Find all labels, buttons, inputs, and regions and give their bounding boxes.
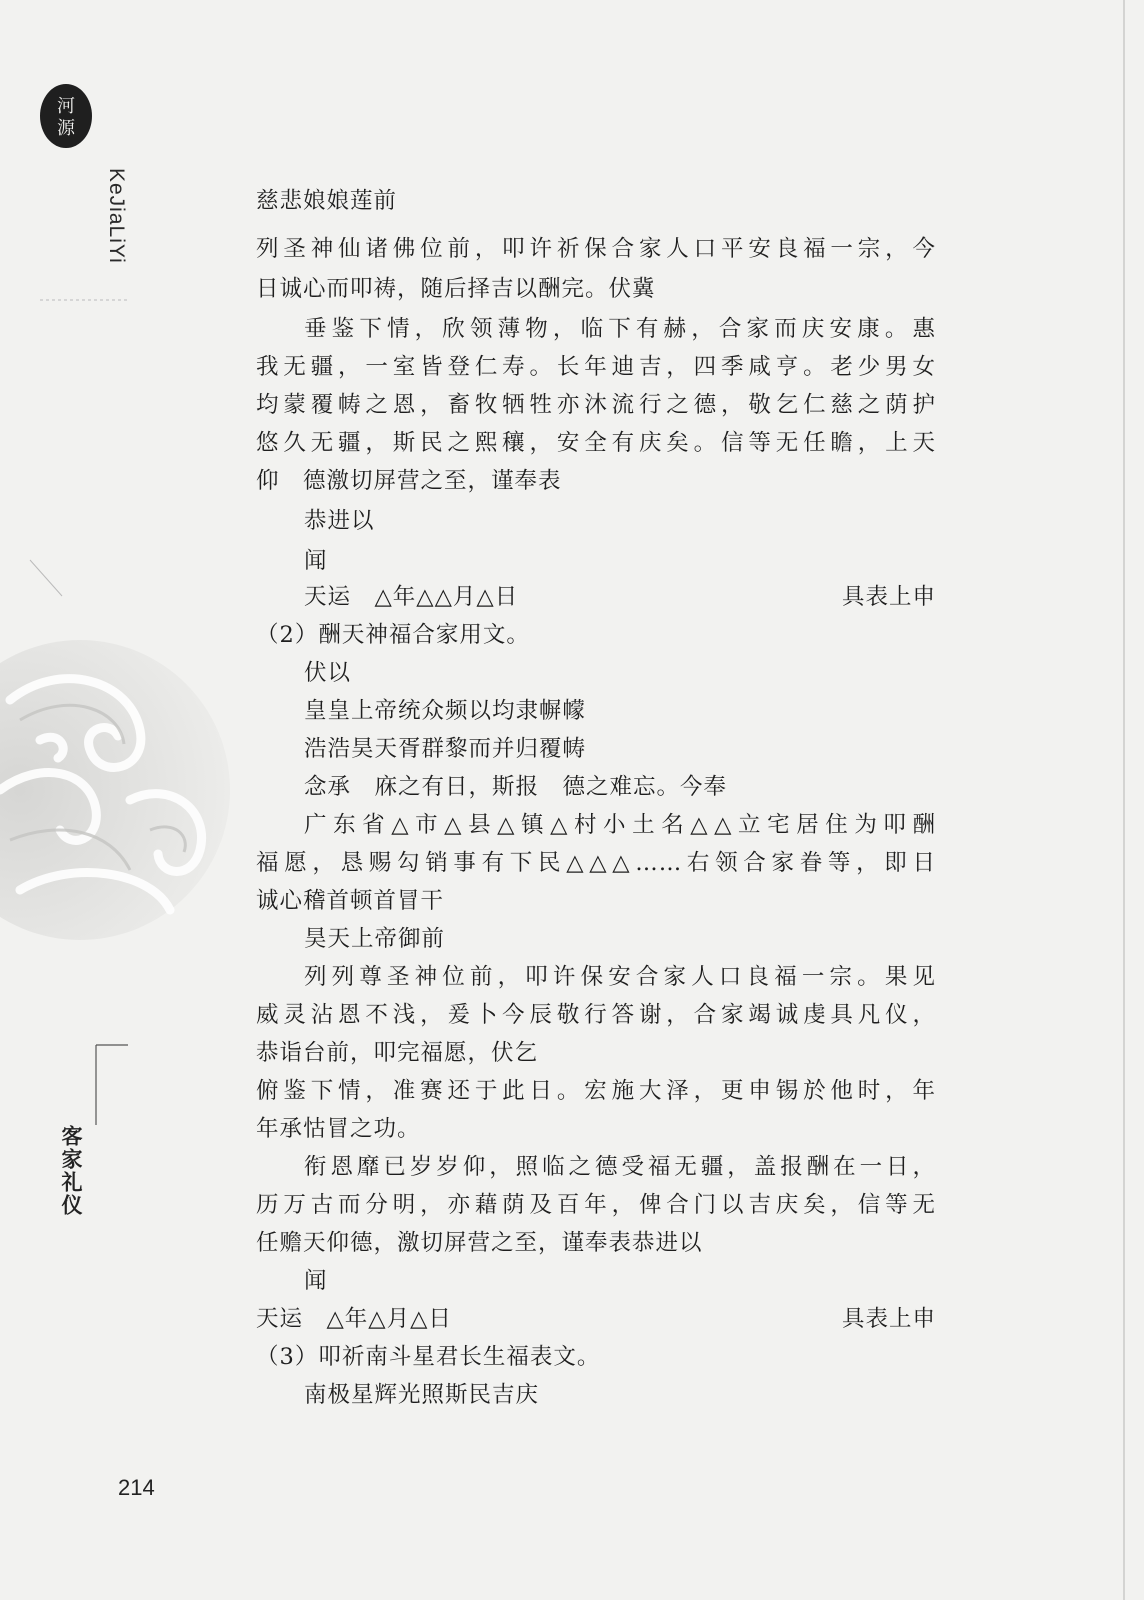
- text-line: 浩浩昊天胥群黎而并归覆帱: [304, 736, 587, 762]
- date-line: [256, 1304, 936, 1334]
- text-line: 闻: [304, 1268, 328, 1294]
- text-line: 皇皇上帝统众频以均隶幈幪: [304, 698, 587, 724]
- text-line: 威灵沾恩不浅，爰卜今辰敬行答谢，合家竭诚虔具凡仪，: [256, 1002, 936, 1028]
- section-heading: （2）酬天神福合家用文。: [256, 622, 530, 648]
- text-line: 均蒙覆帱之恩，畜牧牺牲亦沐流行之德，敬乞仁慈之荫护: [256, 392, 936, 418]
- section-heading: （3）叩祈南斗星君长生福表文。: [256, 1344, 601, 1370]
- signature-text: 具表上申: [841, 584, 936, 610]
- text-line: 仰 德激切屏营之至，谨奉表: [256, 468, 562, 494]
- text-line: 昊天上帝御前: [304, 926, 446, 952]
- text-line: 垂鉴下情，欣领薄物，临下有赫，合家而庆安康。惠: [304, 316, 936, 342]
- text-line: 任赡天仰德，激切屏营之至，谨奉表恭进以: [256, 1230, 703, 1256]
- text-line: 福愿，恳赐勾销事有下民△△△……右领合家眷等，即日: [256, 850, 936, 876]
- text-line: 年承怙冒之功。: [256, 1116, 421, 1142]
- brand-latin-label: KeJiaLiYi: [105, 168, 128, 264]
- text-line: 列列尊圣神位前，叩许保安合家人口良福一宗。果见: [304, 964, 936, 990]
- cloud-ornament-icon: [0, 640, 240, 940]
- svg-text:源: 源: [57, 118, 75, 139]
- text-line: 伏以: [304, 660, 352, 686]
- signature-text: 具表上申: [841, 1306, 936, 1332]
- text-line: 闻: [304, 548, 328, 574]
- text-line: 列圣神仙诸佛位前，叩许祈保合家人口平安良福一宗，今: [256, 236, 936, 262]
- page-number: 214: [118, 1475, 155, 1500]
- text-line: 恭诣台前，叩完福愿，伏乞: [256, 1040, 539, 1066]
- text-line: 俯鉴下情，准赛还于此日。宏施大泽，更申锡於他时，年: [256, 1078, 936, 1104]
- book-title: 客家礼仪: [59, 1125, 83, 1217]
- text-line: 历万古而分明，亦藉荫及百年，俾合门以吉庆矣，信等无: [256, 1192, 936, 1218]
- text-line: 悠久无疆，斯民之熙穰，安全有庆矣。信等无任瞻，上天: [256, 430, 936, 456]
- text-line: 我无疆，一室皆登仁寿。长年迪吉，四季咸亨。老少男女: [256, 354, 936, 380]
- date-line: [304, 582, 936, 612]
- date-text: 天运 △年△△月△日: [304, 584, 519, 610]
- text-line: 日诚心而叩祷，随后择吉以酬完。伏冀: [256, 276, 656, 302]
- date-text: 天运 △年△月△日: [256, 1306, 452, 1332]
- text-line: 慈悲娘娘莲前: [256, 188, 398, 214]
- text-line: 恭进以: [304, 508, 375, 534]
- text-line: 诚心稽首顿首冒干: [256, 888, 445, 914]
- text-line: 广东省△市△县△镇△村小土名△△立宅居住为叩酬: [304, 812, 936, 838]
- text-line: 南极星辉光照斯民吉庆: [304, 1382, 540, 1408]
- text-line: 念承 庥之有日，斯报 德之难忘。今奉: [304, 774, 728, 800]
- text-line: 衔恩靡已岁岁仰，照临之德受福无疆，盖报酬在一日，: [304, 1154, 936, 1180]
- seal-logo-icon: [38, 82, 94, 150]
- svg-text:河: 河: [57, 96, 75, 117]
